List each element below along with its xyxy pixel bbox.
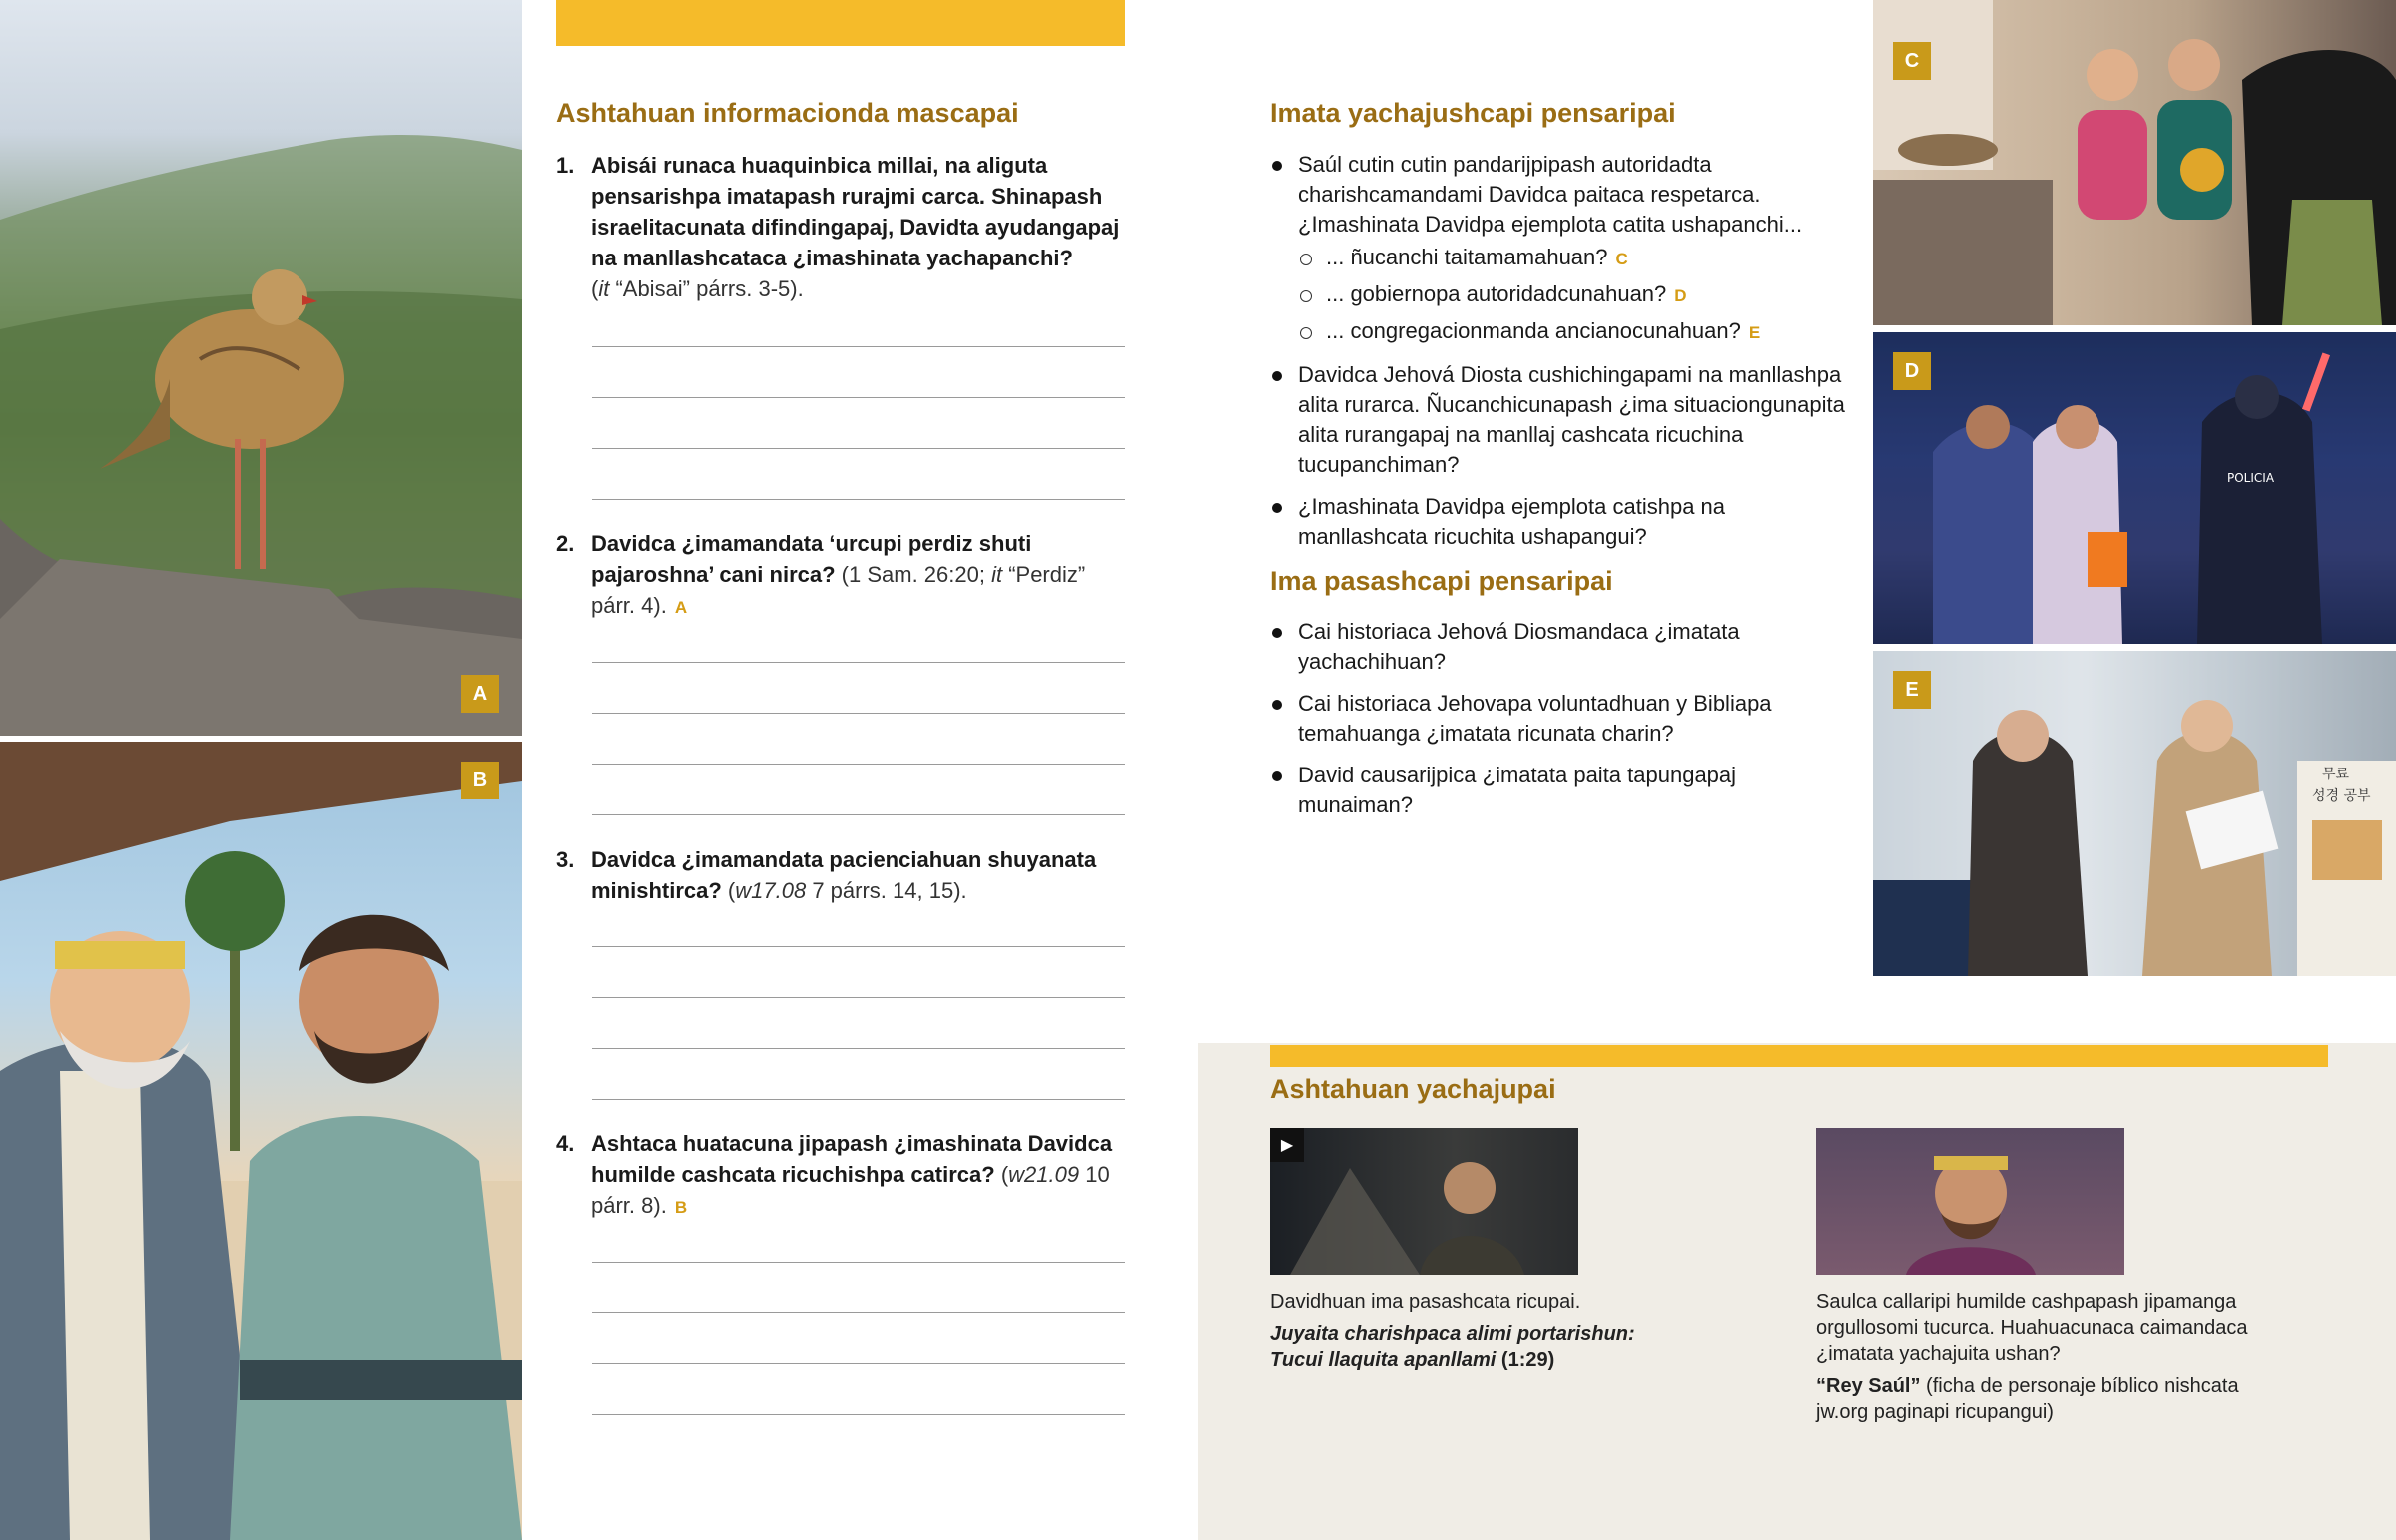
two-men-illustration [0,742,522,1540]
answer-lines-2[interactable] [592,662,1125,865]
photo-tag: B [674,1198,688,1217]
think-list [1270,150,1849,564]
character-reference[interactable]: “Rey Saúl” (ficha de personaje bíblico nishcata jw.org paginapi ricupangui) [1816,1375,2239,1423]
list-item: ... congregacionmanda ancianocunahuan? E [1298,316,1849,348]
question-reference: (it “Abisai” párrs. 3-5). [591,276,804,301]
video-thumbnail-1[interactable] [1270,1128,1578,1275]
cart-sign-line-2: 성경 공부 [2312,788,2371,804]
photo-tag: A [674,598,688,617]
question-number: 4. [556,1131,575,1156]
airport-illustration [1873,651,2396,976]
question-number: 2. [556,531,575,556]
question-2 [556,528,1127,623]
research-section-title: Ashtahuan informacionda mascapai [556,98,1019,128]
police-sign: POLICIA [2227,471,2275,485]
question-3 [556,844,1127,906]
list-item: ... gobiernopa autoridadcunahuan? D [1298,279,1849,311]
video-1-caption: Davidhuan ima pasashcata ricupai. Juyaita charishpaca alimi portarishun: Tucui llaquita apanllami (1:29) [1270,1289,1649,1373]
question-text: Abisái runaca huaquinbica millai, na aliguta pensarishpa imatapash rurajmi carca. Shinapash israelitacunata difindingapaj, Davidta ayudangapaj na manllashcataca ¿imashinata yachapanchi? [591,153,1120,270]
list-item: David causarijpica ¿imatata paita tapungapaj munaiman? [1270,761,1789,820]
bible-character-thumbnail[interactable] [1816,1128,2124,1275]
think-sublist [1298,243,1849,348]
question-text: Davidca ¿imamandata pacienciahuan shuyanata minishtirca? [591,847,1097,903]
photo-d-badge: D [1893,352,1931,390]
question-1 [556,150,1127,304]
question-text: Davidca ¿imamandata ‘urcupi perdiz shuti pajaroshna’ cani nirca? [591,531,1032,587]
answer-lines-3[interactable] [592,946,1125,1150]
photo-b-badge: B [461,762,499,799]
list-item: Saúl cutin cutin pandarijpipash autoridadta charishcamandami Davidca paitaca respetarca. ¿Imashinata Davidpa ejemplota catita ushapanchi... ... ñucanchi taitamamahuan? C ... gobiernopa autoridadcunahuan? D ... congregacionmanda ancianocunahuan? E [1270,150,1849,348]
partridge-illustration [0,0,522,736]
learn-more-title: Ashtahuan yachajupai [1270,1074,1556,1104]
list-item: Cai historiaca Jehovapa voluntadhuan y Bibliapa temahuanga ¿imatata ricunata charin? [1270,689,1789,749]
top-accent-bar [556,0,1125,46]
character-caption: Saulca callaripi humilde cashpapash jipamanga orgullosomi tucurca. Huahuacunaca caimandaca ¿imatata yachajuita ushan? “Rey Saúl” (ficha de personaje bíblico nishcata jw.org paginapi ricupangui) [1816,1289,2295,1425]
list-item: ... ñucanchi taitamamahuan? C [1298,243,1849,274]
list-item: Davidca Jehová Diosta cushichingapami na manllashpa alita rurarca. Ñucanchicunapash ¿ima situaciongunapita alita rurangapaj na manllaj cashcata ricuchina tucupanchiman? [1270,360,1849,480]
think-section-title: Imata yachajushcapi pensaripai [1270,98,1676,128]
question-reference: (w17.08 7 párrs. 14, 15). [721,878,967,903]
question-number: 3. [556,847,575,872]
list-item: ¿Imashinata Davidpa ejemplota catishpa na manllashcata ricuchita ushapangui? [1270,492,1849,552]
photo-a-badge: A [461,675,499,713]
photo-e-badge: E [1893,671,1931,709]
police-rain-photo [1873,332,2396,644]
answer-lines-4[interactable] [592,1262,1125,1465]
answer-lines-1[interactable] [592,346,1125,550]
question-4 [556,1128,1127,1223]
question-number: 1. [556,153,575,178]
king-saul-illustration [1816,1128,2124,1275]
question-reference: (1 Sam. 26:20; it “Perdiz” párr. 4). [591,562,1086,618]
video-1-title[interactable]: Juyaita charishpaca alimi portarishun: Tucui llaquita apanllami (1:29) [1270,1323,1635,1371]
learn-more-accent-bar [1270,1045,2328,1067]
police-rain-illustration [1873,332,2396,644]
david-abishai-illustration [0,742,522,1540]
family-kitchen-photo [1873,0,2396,325]
list-item: Cai historiaca Jehová Diosmandaca ¿imatata yachachihuan? [1270,617,1789,677]
question-reference: (w21.09 10 párr. 8). [591,1162,1110,1218]
video-1-illustration [1270,1128,1578,1275]
partridge-photo [0,0,522,736]
family-illustration [1873,0,2396,325]
cart-sign-line-1: 무료 [2322,767,2350,782]
past-list [1270,617,1789,832]
past-section-title: Ima pasashcapi pensaripai [1270,566,1613,596]
photo-c-badge: C [1893,42,1931,80]
airport-witnessing-photo [1873,651,2396,976]
play-icon[interactable]: ▶ [1270,1128,1304,1162]
question-text: Ashtaca huatacuna jipapash ¿imashinata Davidca humilde cashcata ricuchishpa catirca? [591,1131,1113,1187]
